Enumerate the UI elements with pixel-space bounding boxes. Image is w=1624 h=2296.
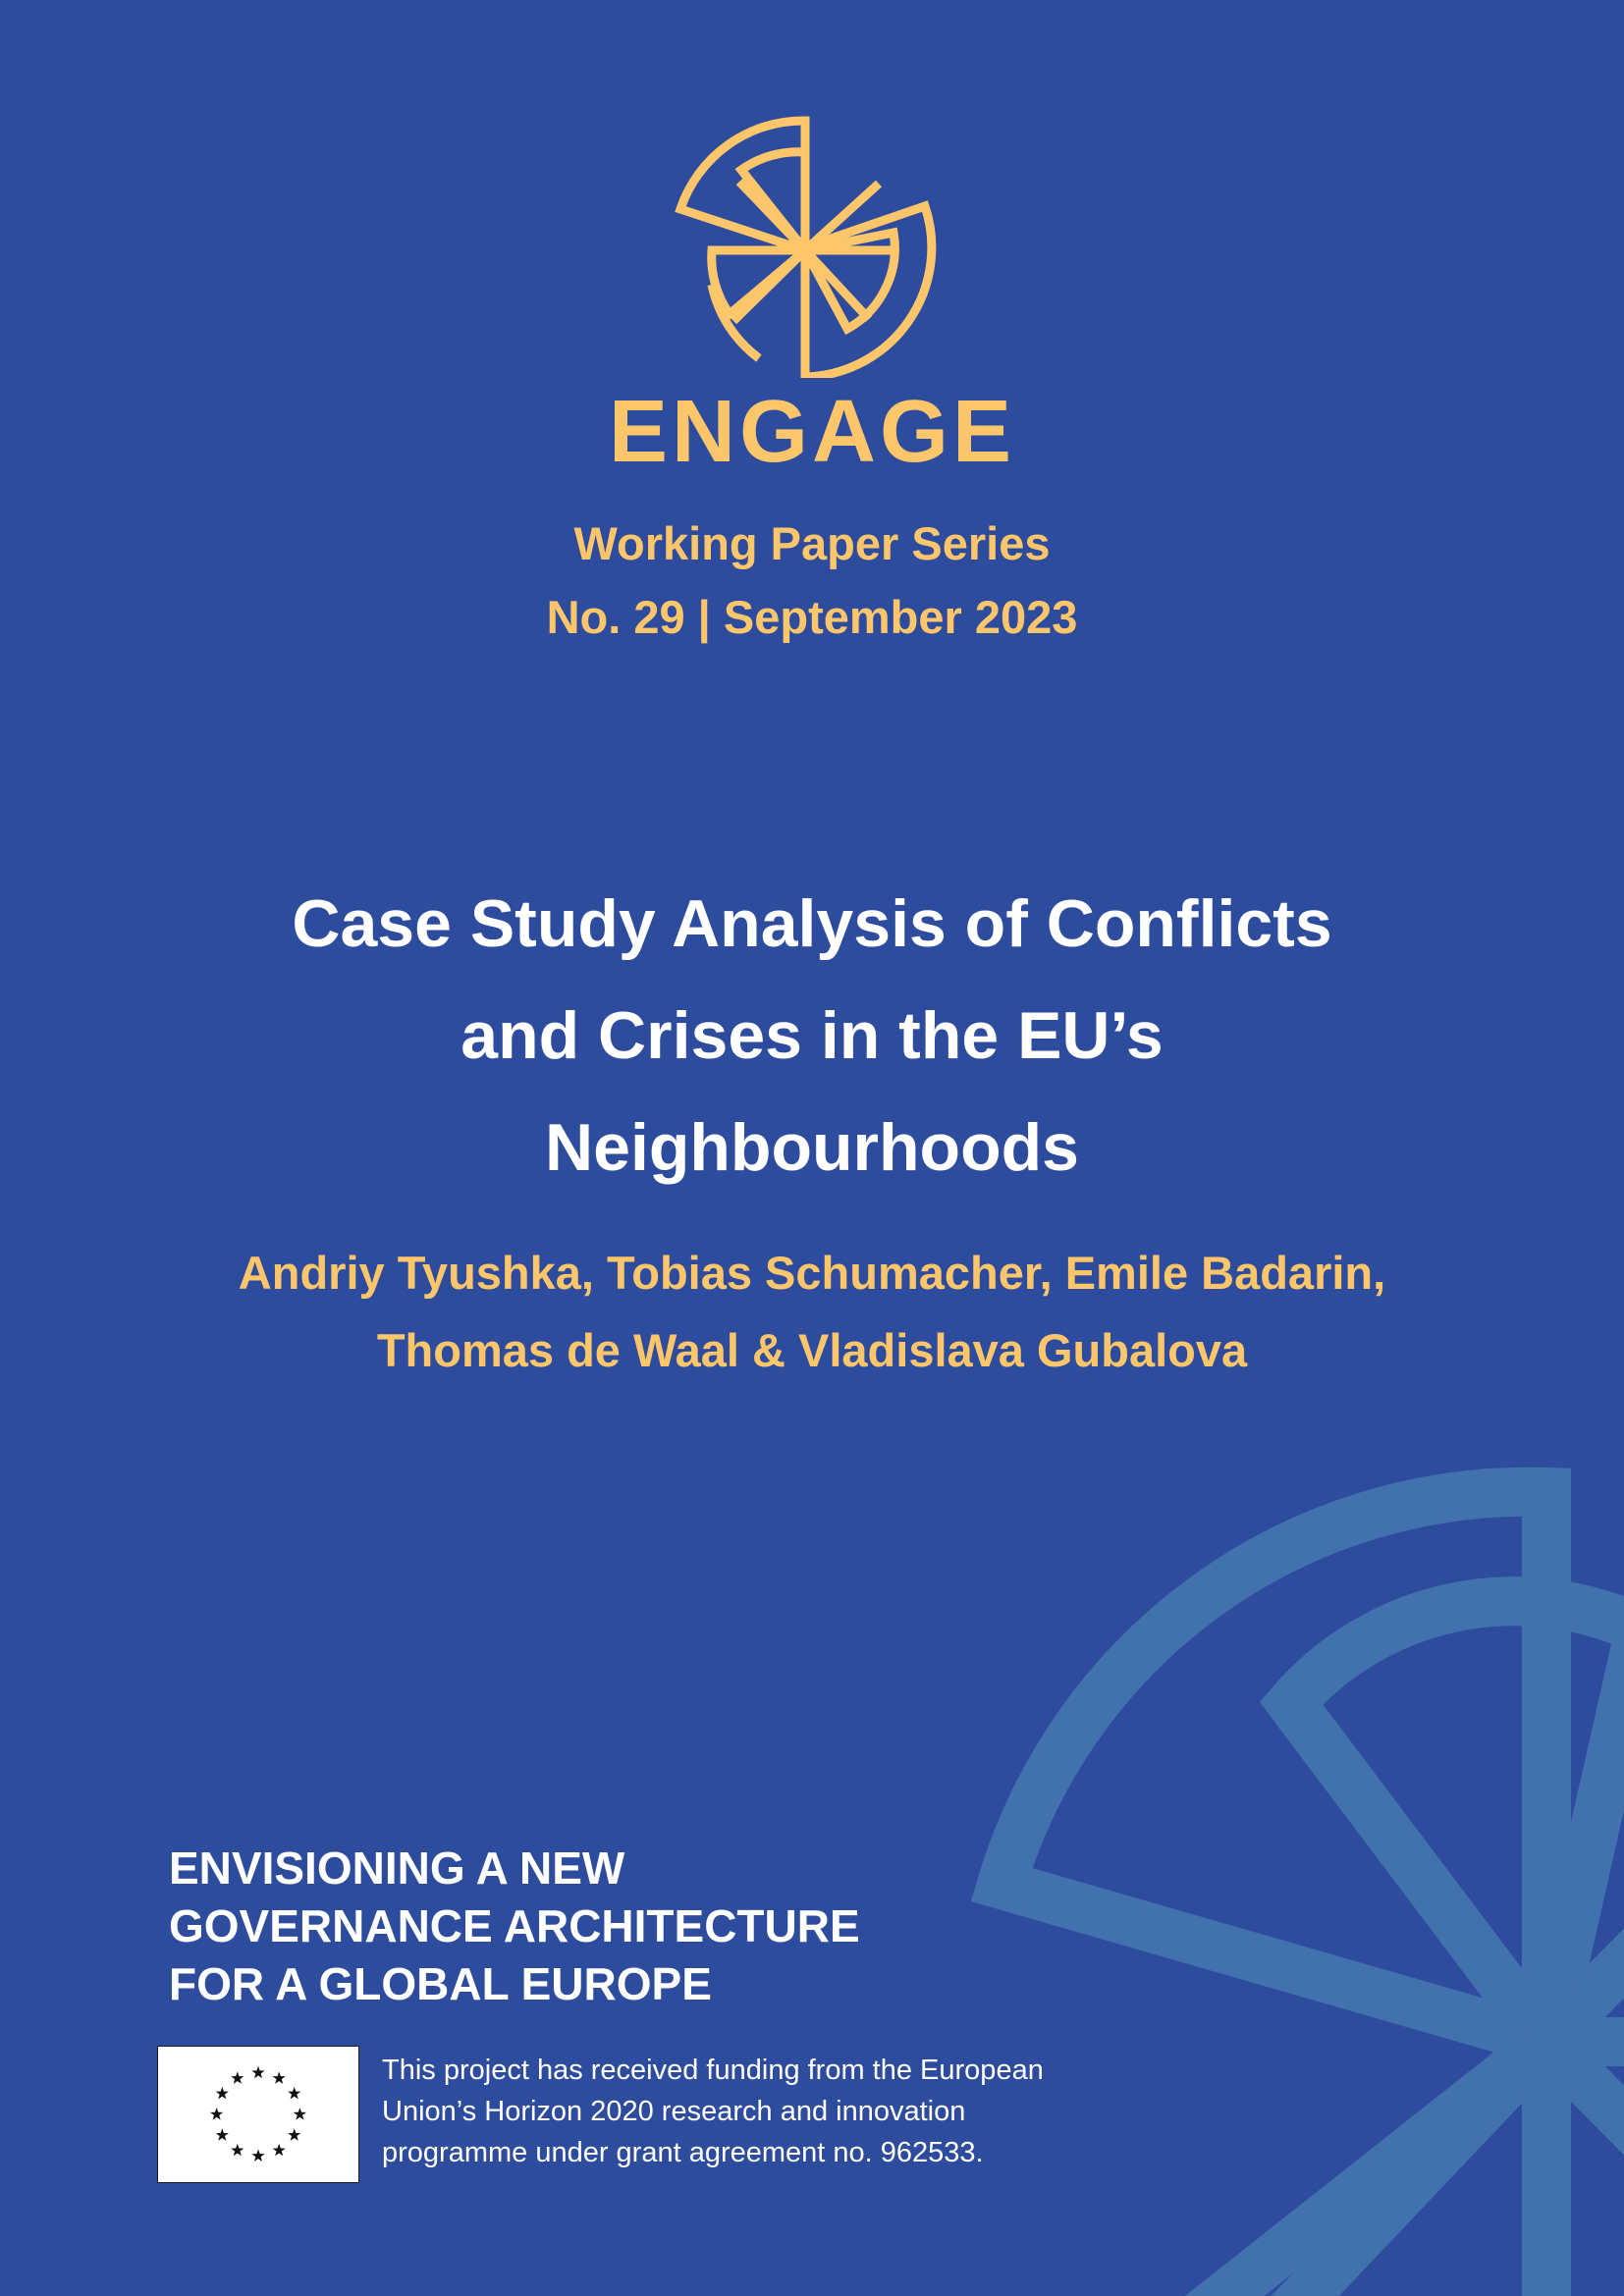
eu-star-icon	[273, 2144, 286, 2156]
funding-line: Union’s Horizon 2020 research and innovation	[382, 2096, 966, 2127]
tagline-line: FOR A GLOBAL EUROPE	[169, 1958, 712, 2009]
eu-star-icon	[294, 2108, 306, 2119]
title-line: Neighbourhoods	[545, 1110, 1079, 1185]
title-line: and Crises in the EU’s	[460, 998, 1164, 1073]
eu-star-icon	[273, 2071, 286, 2083]
eu-star-icon	[288, 2128, 300, 2140]
eu-star-icon	[216, 2128, 229, 2140]
funding-line: programme under grant agreement no. 962533.	[382, 2137, 984, 2168]
author-line: Thomas de Waal & Vladislava Gubalova	[376, 1324, 1248, 1376]
engage-wheel-icon	[673, 113, 947, 378]
brand-name: ENGAGE	[608, 383, 1016, 481]
funding-notice	[382, 2050, 1128, 2173]
project-tagline	[169, 1840, 1053, 2013]
author-line: Andriy Tyushka, Tobias Schumacher, Emile Badarin,	[238, 1247, 1386, 1299]
eu-star-icon	[251, 2149, 264, 2161]
eu-star-icon	[231, 2144, 244, 2156]
authors	[118, 1234, 1506, 1389]
eu-star-icon	[288, 2087, 300, 2099]
eu-star-icon	[251, 2066, 264, 2078]
funding-line: This project has received funding from the European	[382, 2055, 1044, 2086]
eu-flag-icon	[157, 2046, 359, 2183]
issue-info: No. 29 | September 2023	[546, 591, 1078, 643]
series-name: Working Paper Series	[573, 517, 1051, 569]
paper-title	[137, 868, 1487, 1203]
tagline-line: ENVISIONING A NEW	[169, 1842, 625, 1894]
eu-star-icon	[231, 2071, 244, 2083]
eu-star-icon	[216, 2087, 229, 2099]
eu-star-icon	[210, 2108, 223, 2119]
title-line: Case Study Analysis of Conflicts	[292, 886, 1332, 961]
tagline-line: GOVERNANCE ARCHITECTURE	[169, 1900, 860, 1951]
